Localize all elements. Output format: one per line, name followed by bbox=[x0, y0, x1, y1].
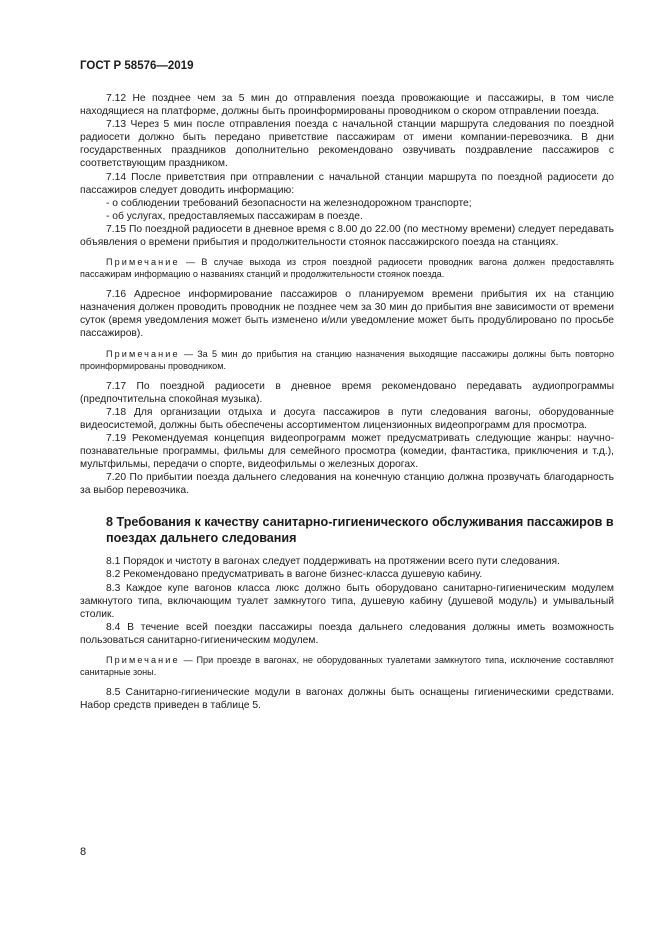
section-8-heading: 8 Требования к качеству санитарно-гигиенического обслуживания пассажиров в поездах дальнего следования bbox=[106, 515, 614, 546]
paragraph-7-15: 7.15 По поездной радиосети в дневное время с 8.00 до 22.00 (по местному времени) следует передавать объявления о времени прибытия и продолжительности стоянок пассажирского поезда на станциях. bbox=[80, 223, 614, 249]
list-item: - о соблюдении требований безопасности на железнодорожном транспорте; bbox=[106, 197, 472, 209]
note-text: — В случае выхода из строя поездной радиосети проводник вагона должен предоставлять пассажирам информацию о названиях станций и продолжительности стоянок поезда. bbox=[80, 257, 614, 280]
paragraph-7-19: 7.19 Рекомендуемая концепция видеопрограмм может предусматривать следующие жанры: научно-познавательные программы, фильмы для семейного просмотра (комедии, фантастика, приключения и т.д.), мультфильмы, передачи о спорте, видеофильмы о железных дорогах. bbox=[80, 432, 614, 471]
paragraph-7-17: 7.17 По поездной радиосети в дневное время рекомендовано передавать аудиопрограммы (предпочтительна спокойная музыка). bbox=[80, 380, 614, 405]
paragraph-8-4: 8.4 В течение всей поездки пассажиры поезда дальнего следования должны иметь возможность пользоваться санитарно-гигиеническим модулем. bbox=[80, 621, 614, 646]
paragraph-7-16: 7.16 Адресное информирование пассажиров о планируемом времени прибытия их на станцию назначения должен проводить проводник не позднее чем за 30 мин до прибытия вне зависимости от времени суток (время уведомления может быть изменено и/или уведомление может быть продублировано по просьбе пассажиров). bbox=[80, 289, 614, 340]
paragraph-7-18: 7.18 Для организации отдыха и досуга пассажиров в пути следования вагоны, оборудованные видеосистемой, должны быть обеспечены ассортиментом лицензионных видеопрограмм для просмотра. bbox=[80, 406, 614, 431]
paragraph-8-3: 8.3 Каждое купе вагонов класса люкс должно быть оборудовано санитарно-гигиеническим модулем замкнутого типа, включающим туалет замкнутого типа, душевую кабину (душевой модуль) и умывальный столик. bbox=[80, 582, 614, 620]
note-text: — При проезде в вагонах, не оборудованных туалетами замкнутого типа, исключение составляют санитарные зоны. bbox=[80, 655, 614, 677]
document-header: ГОСТ Р 58576—2019 bbox=[80, 60, 194, 72]
paragraph-8-5: 8.5 Санитарно-гигиенические модули в вагонах должны быть оснащены гигиеническими средствами. Набор средств приведен в таблице 5. bbox=[80, 687, 614, 712]
note-1 bbox=[80, 256, 614, 280]
paragraph-7-12: 7.12 Не позднее чем за 5 мин до отправления поезда провожающие и пассажиры, в том числе находящиеся на платформе, должны быть проинформированы проводником о скором отправлении поезда. bbox=[80, 93, 614, 118]
note-label: Примечание bbox=[106, 348, 180, 359]
list-item: - об услугах, предоставляемых пассажирам в поезде. bbox=[106, 210, 363, 222]
note-text: — За 5 мин до прибытия на станцию назначения выходящие пассажиры должны быть повторно проинформированы проводником. bbox=[80, 348, 614, 371]
paragraph-7-20: 7.20 По прибытии поезда дальнего следования на конечную станцию должна прозвучать благодарность за выбор перевозчика. bbox=[80, 472, 614, 497]
note-3 bbox=[80, 654, 614, 678]
paragraph-8-2: 8.2 Рекомендовано предусматривать в вагоне бизнес-класса душевую кабину. bbox=[106, 569, 483, 581]
note-label: Примечание bbox=[106, 257, 180, 268]
page-number: 8 bbox=[80, 846, 87, 858]
paragraph-8-1: 8.1 Порядок и чистоту в вагонах следует поддерживать на протяжении всего пути следования. bbox=[106, 556, 560, 568]
note-2 bbox=[80, 348, 614, 372]
paragraph-7-13: 7.13 Через 5 мин после отправления поезда с начальной станции маршрута следования по поездной радиосети должно быть передано приветствие пассажирам от имени компании-перевозчика. В дни государственных праздников дополнительно рекомендовано озвучивать поздравление пассажиров с соответствующим праздником. bbox=[80, 119, 614, 170]
note-label: Примечание bbox=[106, 655, 180, 665]
paragraph-7-14: 7.14 После приветствия при отправлении с начальной станции маршрута по поездной радиосети до пассажиров следует доводить информацию: bbox=[80, 171, 614, 196]
document-body bbox=[80, 92, 614, 712]
